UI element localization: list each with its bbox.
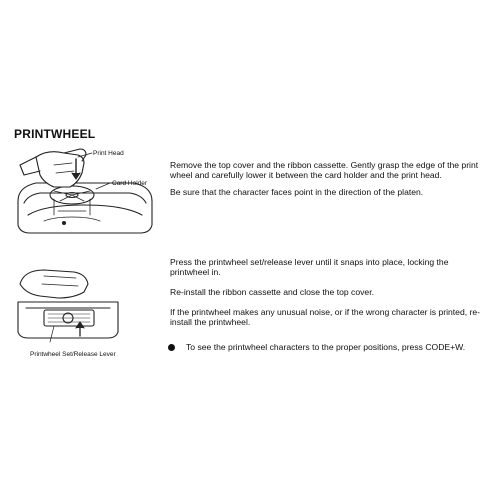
instruction-character-faces: Be sure that the character faces point in the direction of the platen. [170,187,424,197]
hand-pressing-lever-drawing [14,262,124,344]
print-head-label: Print Head [93,150,124,157]
lever-illustration [14,262,124,344]
instruction-unusual-noise: If the printwheel makes any unusual noise, or if the wrong character is printed, re-install the printwheel. [170,307,481,328]
instruction-press-lever: Press the printwheel set/release lever until it snaps into place, locking the printwheel in. [170,257,449,278]
instruction-remove-cover: Remove the top cover and the ribbon cassette. Gently grasp the edge of the print wheel and carefully lower it between the card holder and the print head. [170,160,479,181]
card-holder-label: Card Holder [112,180,148,187]
section-title: PRINTWHEEL [14,127,96,141]
instruction-reinstall-cassette: Re-install the ribbon cassette and close the top cover. [170,287,374,297]
hand-inserting-printwheel-drawing [14,143,164,238]
bullet-dot-icon [168,344,175,351]
tip-text: To see the printwheel characters to the proper positions, press CODE+W. [186,342,466,352]
lever-label: Printwheel Set/Release Lever [30,351,116,358]
printwheel-install-illustration [14,143,164,238]
